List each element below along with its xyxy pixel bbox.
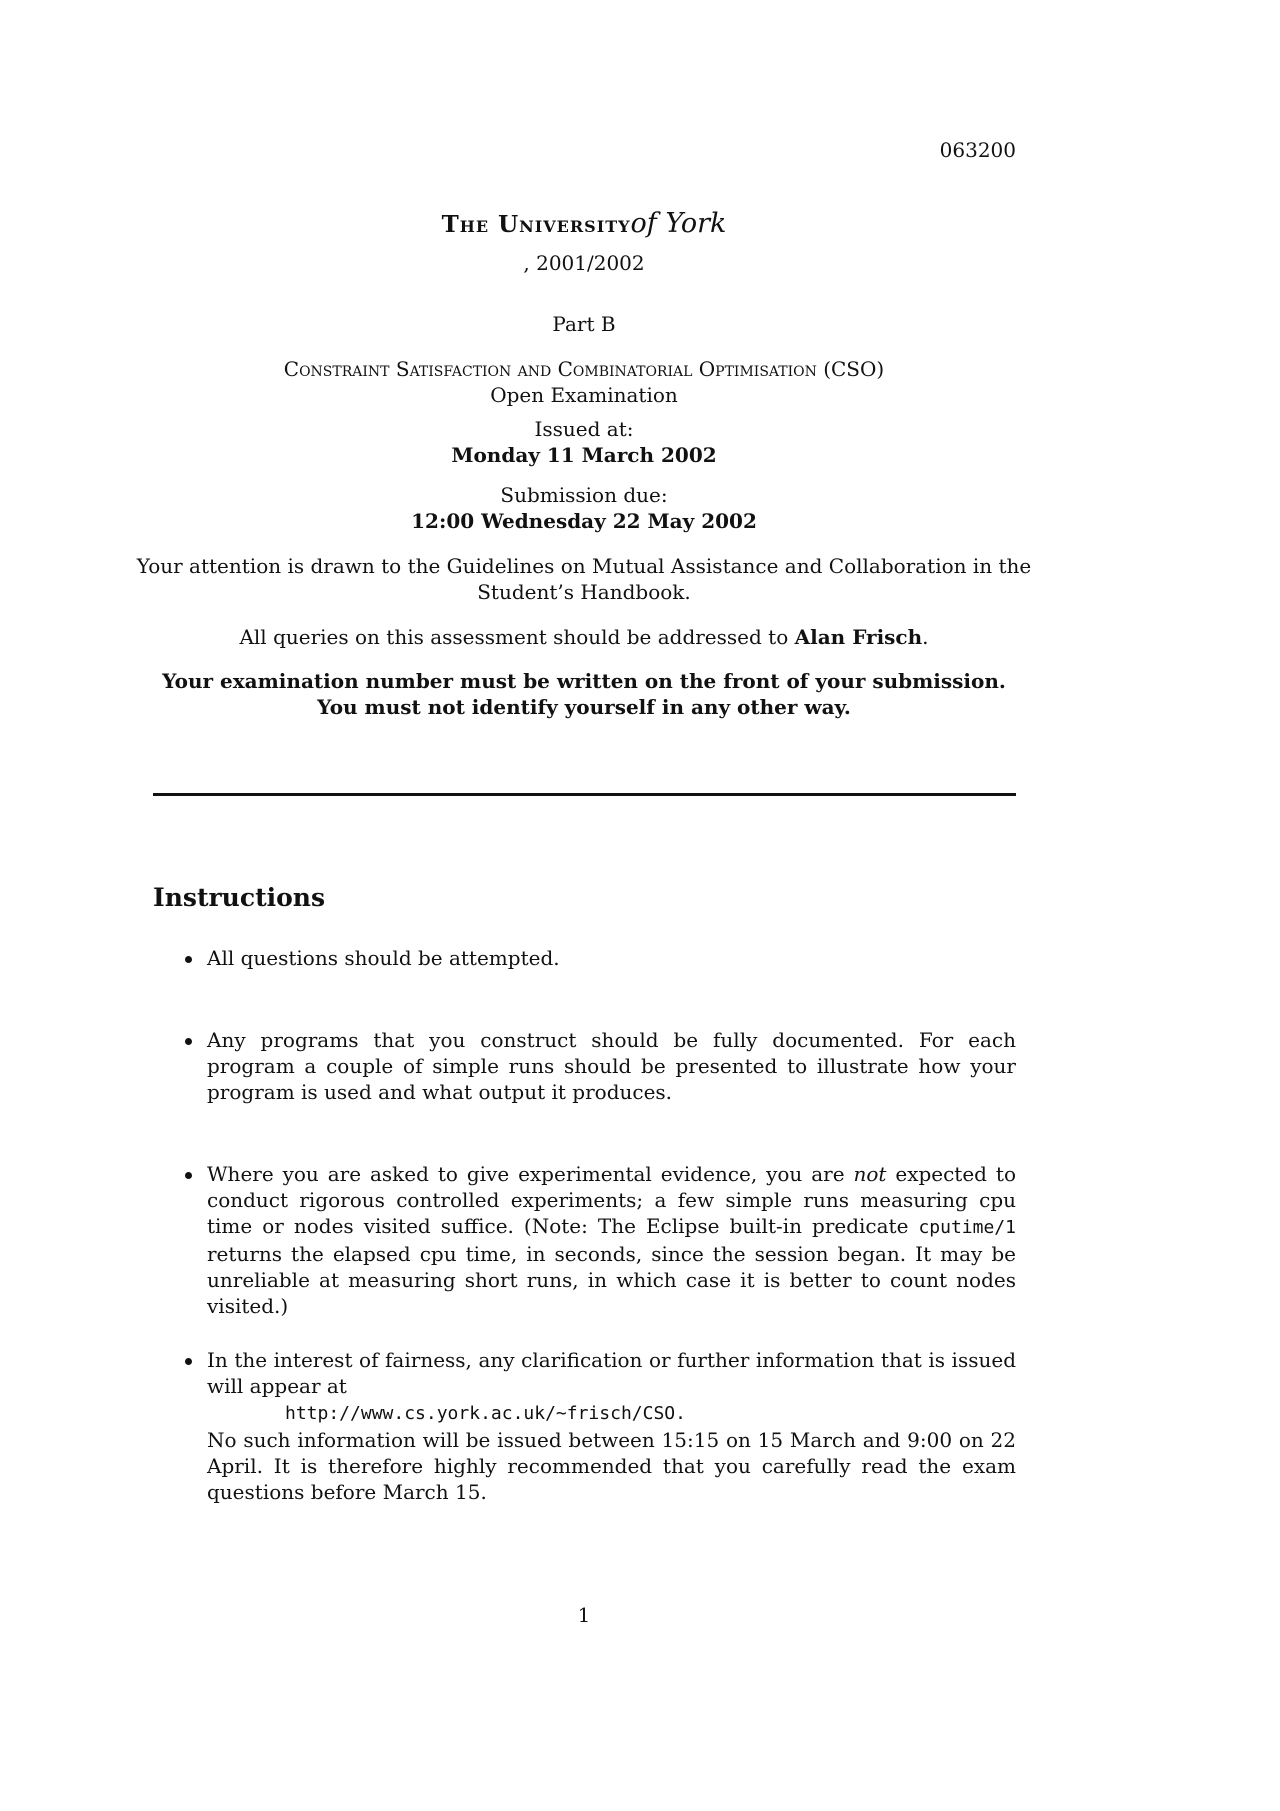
exam-part: Part B — [552, 312, 616, 336]
bullet-icon — [185, 1358, 192, 1365]
logo-the: The — [441, 211, 490, 238]
exam-code: 063200 — [939, 138, 1016, 162]
instruction-3-mid: expected to conduct rigorous controlled experiments; a few simple runs measuring cpu time or nodes visited suffice. (Note: The Eclipse built-in predicate — [207, 1162, 1016, 1238]
instruction-3-post: returns the elapsed cpu time, in seconds, since the session began. It may be unreliable at measuring short runs, in which case it is better to count nodes visited.) — [207, 1242, 1016, 1318]
bullet-icon — [185, 1172, 192, 1179]
guidelines-line-2: Student’s Handbook. — [477, 580, 691, 604]
queries-prefix: All queries on this assessment should be addressed to — [239, 625, 795, 649]
warning-line-2: You must not identify yourself in any other way. — [317, 695, 851, 719]
warning-line-1: Your examination number must be written on the front of your submission. — [162, 669, 1006, 693]
page-number: 1 — [577, 1603, 591, 1627]
instruction-text-1: All questions should be attempted. — [207, 946, 560, 970]
due-date: 12:00 Wednesday 22 May 2002 — [411, 509, 757, 533]
guidelines-line-1: Your attention is drawn to the Guidelines on Mutual Assistance and Collaboration in the — [136, 554, 1032, 578]
list-item — [153, 1027, 1016, 1105]
issued-label: Issued at: — [534, 417, 634, 441]
exam-type: Open Examination — [490, 383, 678, 407]
predicate-code: cputime/1 — [918, 1217, 1016, 1238]
list-item — [153, 1161, 1016, 1319]
instruction-text-4 — [207, 1347, 1016, 1505]
queries-suffix: . — [922, 625, 929, 649]
instruction-3-emphasis: not — [853, 1162, 887, 1186]
instructions-heading: Instructions — [153, 883, 326, 912]
instruction-4-pre: In the interest of fairness, any clarification or further information that is issued will appear at — [207, 1348, 1016, 1398]
instruction-text-2: Any programs that you construct should be fully documented. For each program a couple of simple runs should be presented to illustrate how your program is used and what output it produces. — [207, 1028, 1016, 1104]
logo-of-york: of York — [630, 208, 727, 239]
academic-year: , 2001/2002 — [523, 251, 645, 275]
issued-date: Monday 11 March 2002 — [451, 443, 717, 467]
clarification-url[interactable]: http://www.cs.york.ac.uk/~frisch/CSO. — [285, 1403, 686, 1424]
logo-university: University — [498, 211, 631, 238]
horizontal-rule — [153, 793, 1016, 796]
clarification-url-line — [207, 1399, 1016, 1427]
instruction-text-3 — [207, 1161, 1016, 1319]
list-item — [153, 1347, 1016, 1505]
due-label: Submission due: — [500, 483, 668, 507]
list-item — [153, 945, 1016, 971]
bullet-icon — [185, 956, 192, 963]
bullet-icon — [185, 1038, 192, 1045]
course-title: Constraint Satisfaction and Combinatorial Optimisation (CSO) — [283, 357, 885, 381]
university-logo — [0, 208, 1168, 239]
queries-contact-name: Alan Frisch — [794, 625, 923, 649]
instruction-3-pre: Where you are asked to give experimental evidence, you are — [207, 1162, 854, 1186]
queries-line — [0, 624, 1168, 650]
instruction-4-post: No such information will be issued between 15:15 on 15 March and 9:00 on 22 April. It is therefore highly recommended that you carefully read the exam questions before March 15. — [207, 1428, 1016, 1504]
